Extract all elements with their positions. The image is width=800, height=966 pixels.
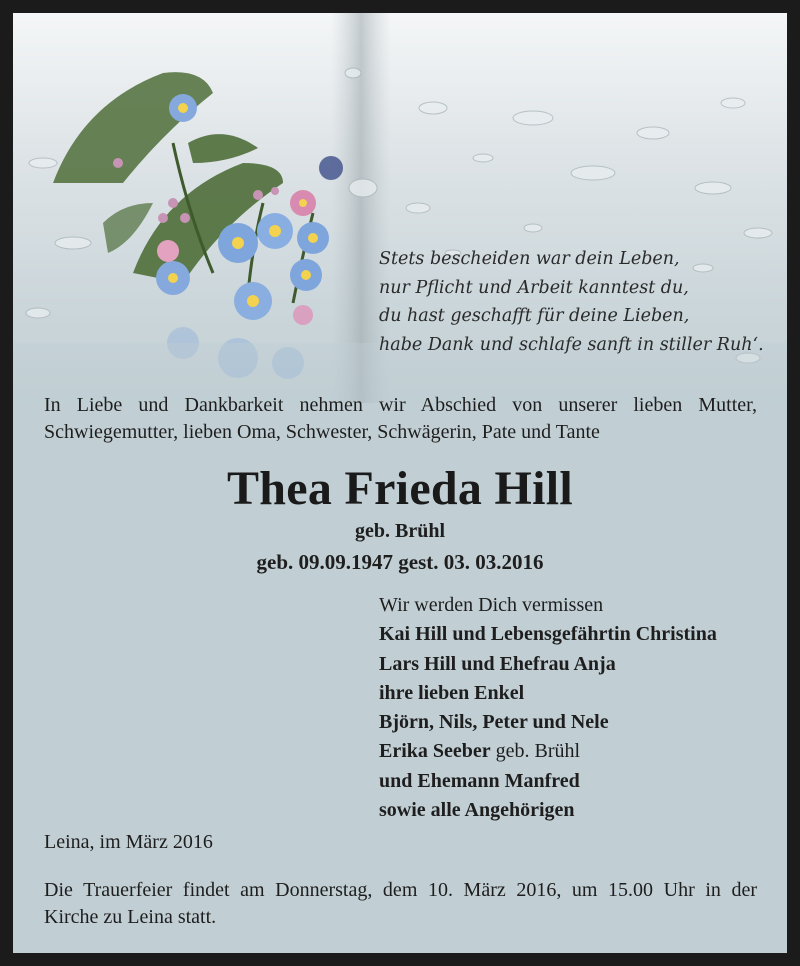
funeral-line-2: Kirche zu Leina statt. [44, 906, 217, 928]
mourner-line: Lars Hill und Ehefrau Anja [379, 652, 616, 675]
mourner-line: und Ehemann Manfred [379, 769, 580, 792]
poem-line: du hast geschafft für deine Lieben, [379, 306, 690, 326]
intro-line-1: In Liebe und Dankbarkeit nehmen wir Abschied von unserer lieben Mutter, [44, 394, 757, 416]
mourner-line: Björn, Nils, Peter und Nele [379, 711, 609, 734]
funeral-line-1: Die Trauerfeier findet am Donnerstag, dem 10. März 2016, um 15.00 Uhr in der [44, 879, 757, 901]
mourner-name: Erika Seeber [379, 740, 491, 763]
funeral-notice [44, 877, 757, 931]
mourners-heading: Wir werden Dich vermissen [379, 594, 604, 616]
forget-me-not-photo [13, 13, 787, 403]
mourner-line: sowie alle Angehörigen [379, 799, 575, 822]
deceased-name: Thea Frieda Hill [226, 462, 574, 515]
place-and-date: Leina, im März 2016 [44, 831, 213, 853]
mourners-list [379, 591, 717, 825]
memorial-poem [379, 245, 764, 359]
poem-line: nur Pflicht und Arbeit kanntest du, [379, 277, 689, 298]
mourner-line: ihre lieben Enkel [379, 681, 525, 704]
poem-line: Stets bescheiden war dein Leben, [379, 249, 680, 269]
intro-line-2: Schwiegemutter, lieben Oma, Schwester, Schwägerin, Pate und Tante [44, 421, 600, 443]
mourner-line-erika [379, 737, 717, 766]
poem-line: habe Dank und schlafe sanft in stiller Ruh‘. [379, 334, 764, 355]
life-dates: geb. 09.09.1947 gest. 03. 03.2016 [256, 550, 544, 574]
birth-name: geb. Brühl [354, 520, 446, 542]
mourner-line: Kai Hill und Lebensgefährtin Christina [379, 623, 717, 646]
mourner-birth-name: geb. Brühl [490, 740, 581, 763]
